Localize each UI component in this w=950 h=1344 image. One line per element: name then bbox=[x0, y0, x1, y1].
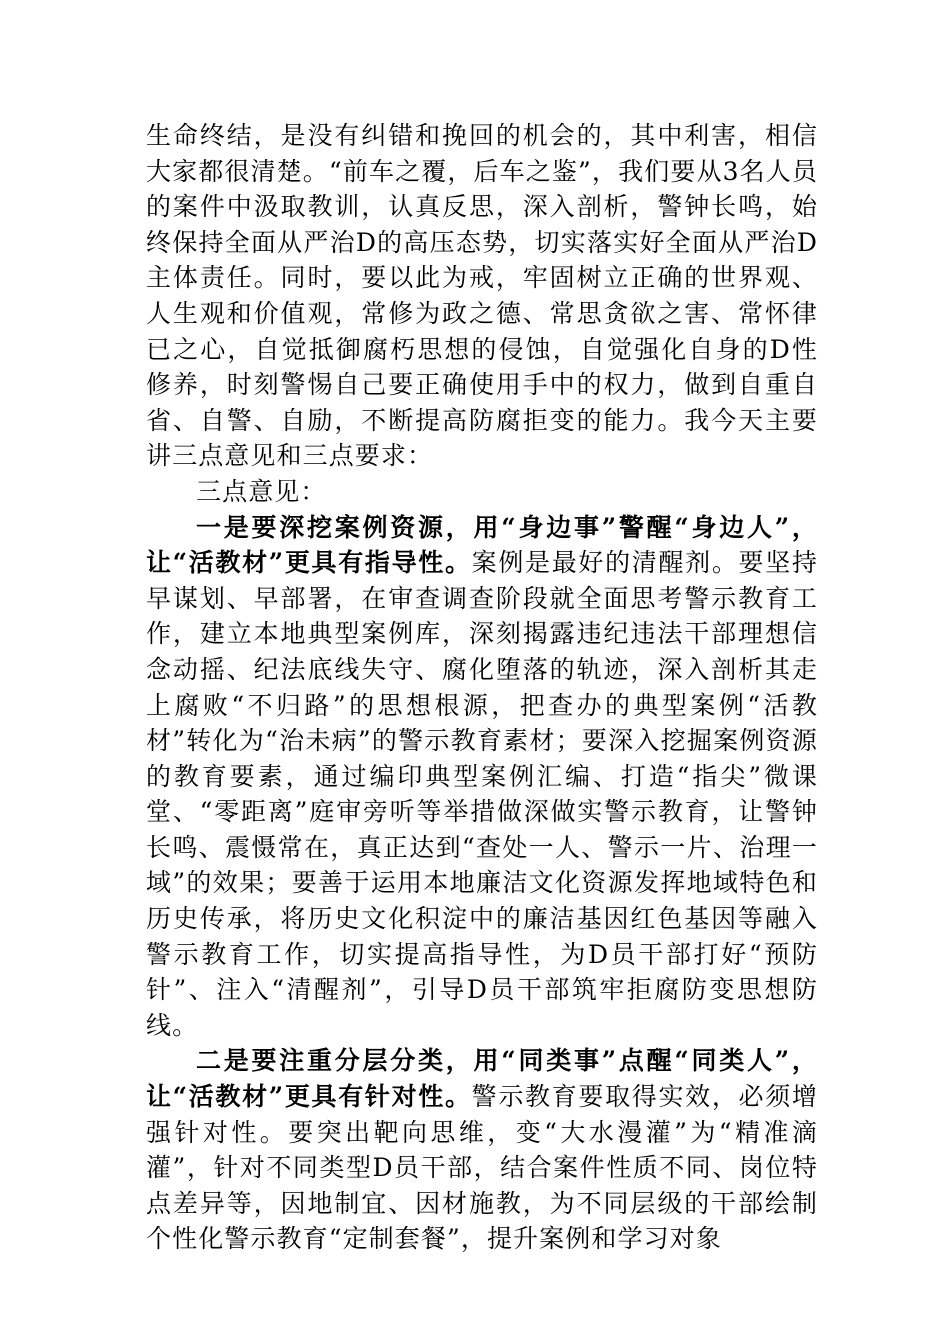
paragraph-text: 警示教育要取得实效，必须增强针对性。要突出靶向思维，变“大水漫灌”为“精准滴灌”，针对不同类型D员干部，结合案件性质不同、岗位特点差异等，因地制宜、因材施教，为不同层级的干部绘制个性化警示教育“定制套餐”，提升案例和学习对象 bbox=[146, 1082, 818, 1254]
paragraph-text: 生命终结，是没有纠错和挽回的机会的，其中利害，相信大家都很清楚。“前车之覆，后车之鉴”，我们要从3名人员的案件中汲取教训，认真反思，深入剖析，警钟长鸣，始终保持全面从严治D的高压态势，切实落实好全面从严治D主体责任。同时，要以此为戒，牢固树立正确的世界观、人生观和价值观，常修为政之德、常思贪欲之害、常怀律已之心，自觉抵御腐朽思想的侵蚀，自觉强化自身的D性修养，时刻警惕自己要正确使用手中的权力，做到自重自省、自警、自励，不断提高防腐拒变的能力。我今天主要讲三点意见和三点要求： bbox=[146, 121, 818, 471]
opinion-heading: 二是要注重分层分类，用“同类事”点醒“同类人”，让“活教材”更具有针对性。 bbox=[146, 1046, 818, 1112]
body-paragraph-continuation bbox=[146, 118, 818, 474]
opinion-heading: 一是要深挖案例资源，用“身边事”警醒“身边人”，让“活教材”更具有指导性。 bbox=[146, 512, 818, 578]
paragraph-text: 三点意见： bbox=[196, 476, 327, 506]
opinion-paragraph-two bbox=[146, 1043, 818, 1257]
paragraph-text: 案例是最好的清醒剂。要坚持早谋划、早部署，在审查调查阶段就全面思考警示教育工作，建立本地典型案例库，深刻揭露违纪违法干部理想信念动摇、纪法底线失守、腐化堕落的轨迹，深入剖析其走上腐败“不归路”的思想根源，把查办的典型案例“活教材”转化为“治未病”的警示教育素材；要深入挖掘案例资源的教育要素，通过编印典型案例汇编、打造“指尖”微课堂、“零距离”庭审旁听等举措做深做实警示教育，让警钟长鸣、震慑常在，真正达到“查处一人、警示一片、治理一域”的效果；要善于运用本地廉洁文化资源发挥地域特色和历史传承，将历史文化积淀中的廉洁基因红色基因等融入警示教育工作，切实提高指导性，为D员干部打好“预防针”、注入“清醒剂”，引导D员干部筑牢拒腐防变思想防线。 bbox=[146, 548, 818, 1040]
opinion-paragraph-one bbox=[146, 510, 818, 1044]
section-label-three-opinions bbox=[146, 474, 818, 510]
document-body bbox=[146, 118, 818, 1257]
